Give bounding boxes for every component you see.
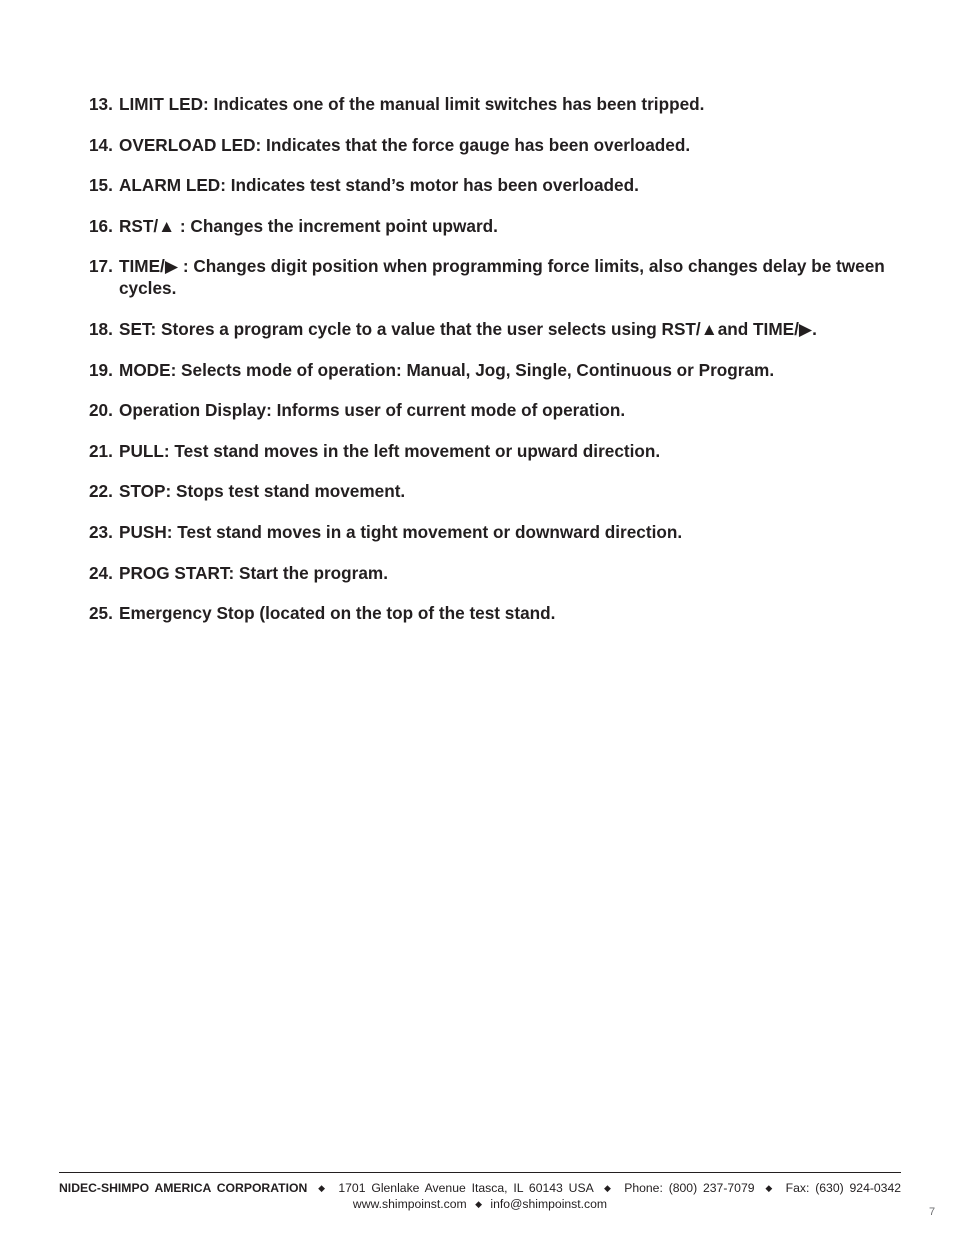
list-item [89, 399, 909, 421]
list-item [89, 440, 909, 462]
item-text: MODE: Selects mode of operation: Manual, Jog, Single, Continuous or Program. [119, 359, 775, 380]
list-item [89, 255, 909, 299]
list-item [89, 602, 909, 624]
item-number: 18. [89, 318, 113, 339]
item-text: LIMIT LED: Indicates one of the manual limit switches has been tripped. [119, 94, 705, 114]
list-item [89, 174, 909, 196]
diamond-separator-icon: ◆ [318, 1183, 328, 1193]
footer-email: info@shimpoinst.com [490, 1197, 608, 1211]
item-number: 15. [89, 175, 113, 196]
item-text: PROG START: Start the program. [119, 562, 388, 583]
page-number: 7 [929, 1206, 936, 1218]
item-number: 20. [89, 400, 113, 421]
item-text: PUSH: Test stand moves in a tight movement or downward direction. [119, 521, 683, 542]
footer-fax: Fax: (630) 924-0342 [785, 1181, 902, 1195]
list-item [89, 359, 909, 381]
item-number: 25. [89, 603, 113, 624]
footer-phone: Phone: (800) 237-7079 [624, 1181, 755, 1195]
diamond-separator-icon: ◆ [765, 1183, 775, 1193]
footer-contact-line [59, 1180, 901, 1196]
footer-address: 1701 Glenlake Avenue Itasca, IL 60143 USA [338, 1181, 594, 1195]
diamond-separator-icon: ◆ [603, 1183, 614, 1193]
list-item [89, 562, 909, 584]
item-number: 23. [89, 521, 113, 542]
item-text: Emergency Stop (located on the top of the test stand. [119, 603, 556, 624]
item-text: OVERLOAD LED: Indicates that the force gauge has been overloaded. [119, 134, 691, 155]
footer-website: www.shimpoinst.com [352, 1197, 467, 1211]
numbered-item-list [89, 93, 909, 643]
item-number: 24. [89, 562, 113, 583]
footer [59, 1180, 901, 1212]
item-number: 21. [89, 440, 113, 461]
item-number: 19. [89, 359, 113, 380]
item-number: 14. [89, 134, 113, 155]
item-text: STOP: Stops test stand movement. [119, 481, 406, 502]
diamond-separator-icon: ◆ [475, 1199, 482, 1209]
item-number: 16. [89, 215, 113, 236]
list-item [89, 480, 909, 502]
list-item [89, 93, 909, 115]
item-text: RST/▲ : Changes the increment point upward. [119, 215, 498, 236]
item-number: 17. [89, 256, 113, 277]
item-text: SET: Stores a program cycle to a value that the user selects using RST/▲and TIME/▶. [119, 318, 817, 339]
list-item [89, 134, 909, 156]
list-item [89, 215, 909, 237]
item-number: 22. [89, 481, 113, 502]
footer-divider [59, 1172, 901, 1173]
item-text: PULL: Test stand moves in the left movement or upward direction. [119, 440, 661, 461]
item-text: ALARM LED: Indicates test stand’s motor has been overloaded. [119, 175, 639, 196]
footer-web-line [59, 1196, 901, 1212]
item-text: Operation Display: Informs user of current mode of operation. [119, 400, 626, 421]
list-item [89, 318, 909, 340]
item-number: 13. [89, 94, 113, 114]
list-item [89, 521, 909, 543]
footer-company-name: NIDEC-SHIMPO AMERICA CORPORATION [59, 1181, 308, 1195]
item-text: TIME/▶ : Changes digit position when programming force limits, also changes delay be tween cycles. [119, 256, 885, 299]
